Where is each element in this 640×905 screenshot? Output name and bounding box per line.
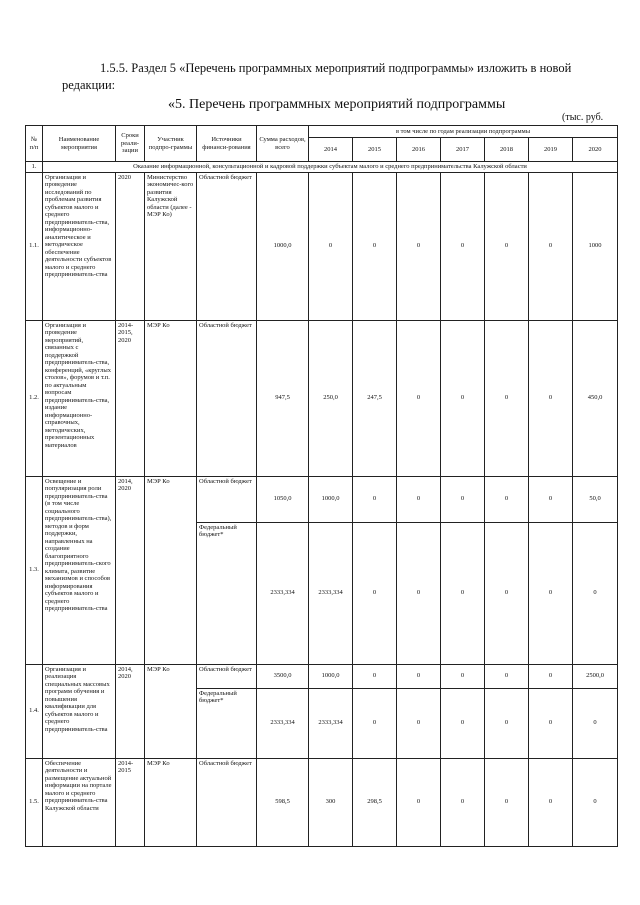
total-sum: 2333,334	[257, 522, 309, 664]
year-value: 0	[397, 522, 441, 664]
units-note: (тыс. руб.	[562, 112, 604, 123]
row-number: 1.4.	[26, 664, 43, 758]
year-value: 0	[485, 172, 529, 320]
measure-name: Освещение и популяризация роли предприниматель-ства (в том числе социального предприниматель-ства), методов и форм поддержки, направленных на создание благоприятного предприниматель-ского климата, развитие механизмов и способов информирования субъектов малого и среднего предприниматель-ства	[43, 476, 116, 664]
year-value: 0	[397, 476, 441, 522]
intro-paragraph: 1.5.5. Раздел 5 «Перечень программных мероприятий подпрограммы» изложить в новой редакции:	[62, 61, 572, 92]
year-value: 0	[485, 320, 529, 476]
year-value: 0	[485, 476, 529, 522]
year-value: 300	[309, 758, 353, 846]
year-value: 1000,0	[309, 664, 353, 688]
measure-term: 2014, 2020	[116, 476, 145, 664]
table-row	[26, 664, 618, 688]
year-value: 0	[529, 522, 573, 664]
year-value: 0	[441, 172, 485, 320]
header-year: 2020	[573, 138, 618, 162]
measure-name: Обеспечение деятельности и размещение актуальной информации на портале малого и среднего предприниматель-ства Калужской области	[43, 758, 116, 846]
year-value: 0	[529, 758, 573, 846]
year-value: 0	[529, 688, 573, 758]
measure-term: 2020	[116, 172, 145, 320]
year-value: 0	[397, 172, 441, 320]
year-value: 2333,334	[309, 522, 353, 664]
year-value: 0	[441, 688, 485, 758]
measure-participant: МЭР Ко	[145, 758, 197, 846]
year-value: 0	[397, 758, 441, 846]
year-value: 250,0	[309, 320, 353, 476]
funding-source: Областной бюджет	[197, 758, 257, 846]
year-value: 0	[485, 758, 529, 846]
measure-name: Организация и реализация специальных массовых программ обучения и повышения квалификации для субъектов малого и среднего предприниматель-ства	[43, 664, 116, 758]
funding-source: Федеральный бюджет*	[197, 522, 257, 664]
year-value: 247,5	[353, 320, 397, 476]
header-year: 2016	[397, 138, 441, 162]
year-value: 0	[441, 522, 485, 664]
measure-participant: МЭР Ко	[145, 664, 197, 758]
total-sum: 2333,334	[257, 688, 309, 758]
year-value: 0	[529, 172, 573, 320]
funding-source: Областной бюджет	[197, 172, 257, 320]
year-value: 298,5	[353, 758, 397, 846]
section-title: Оказание информационной, консультационной и кадровой поддержки субъектам малого и среднего предпринимательства Калужской области	[43, 162, 618, 173]
year-value: 0	[353, 476, 397, 522]
year-value: 0	[529, 664, 573, 688]
total-sum: 947,5	[257, 320, 309, 476]
year-value: 1000	[573, 172, 618, 320]
year-value: 0	[573, 758, 618, 846]
header-by-year: в том числе по годам реализации подпрограммы	[309, 126, 618, 138]
measure-name: Организация и проведение мероприятий, связанных с поддержкой предприниматель-ства, конференций, «круглых столов», форумов и т.п. по актуальным вопросам предприниматель-ства, издание информационно-справочных, методических, презентационных материалов	[43, 320, 116, 476]
measure-participant: МЭР Ко	[145, 476, 197, 664]
year-value: 0	[529, 320, 573, 476]
year-value: 2500,0	[573, 664, 618, 688]
year-value: 0	[573, 522, 618, 664]
year-value: 450,0	[573, 320, 618, 476]
measure-term: 2014-2015	[116, 758, 145, 846]
total-sum: 1000,0	[257, 172, 309, 320]
table-row	[26, 172, 618, 320]
total-sum: 3500,0	[257, 664, 309, 688]
funding-source: Федеральный бюджет*	[197, 688, 257, 758]
year-value: 0	[441, 476, 485, 522]
table-row	[26, 320, 618, 476]
header-year: 2017	[441, 138, 485, 162]
header-participant: Участник подпро-граммы	[145, 126, 197, 162]
measure-term: 2014-2015, 2020	[116, 320, 145, 476]
header-year: 2019	[529, 138, 573, 162]
header-year: 2018	[485, 138, 529, 162]
section-heading: «5. Перечень программных мероприятий подпрограммы	[168, 97, 506, 112]
measure-participant: Министерство экономичес-кого развития Калужской области (далее - МЭР Ко)	[145, 172, 197, 320]
header-year: 2014	[309, 138, 353, 162]
year-value: 0	[485, 664, 529, 688]
program-measures-table	[25, 125, 618, 847]
header-source: Источники финанси-рования	[197, 126, 257, 162]
table-row	[26, 758, 618, 846]
funding-source: Областной бюджет	[197, 320, 257, 476]
measure-term: 2014, 2020	[116, 664, 145, 758]
header-no: № п/п	[26, 126, 43, 162]
row-number: 1.1.	[26, 172, 43, 320]
year-value: 0	[441, 320, 485, 476]
total-sum: 1050,0	[257, 476, 309, 522]
header-sum: Сумма расходов, всего	[257, 126, 309, 162]
year-value: 1000,0	[309, 476, 353, 522]
measure-name: Организация и проведение исследований по проблемам развития субъектов малого и среднего предприниматель-ства, информационно-аналитическое и методическое обеспечение деятельности субъектов малого и среднего предприниматель-ства	[43, 172, 116, 320]
year-value: 50,0	[573, 476, 618, 522]
year-value: 0	[485, 522, 529, 664]
funding-source: Областной бюджет	[197, 476, 257, 522]
year-value: 0	[353, 688, 397, 758]
year-value: 0	[353, 522, 397, 664]
row-number: 1.5.	[26, 758, 43, 846]
header-year: 2015	[353, 138, 397, 162]
header-name: Наименование мероприятия	[43, 126, 116, 162]
year-value: 0	[353, 172, 397, 320]
section-row	[26, 162, 618, 173]
year-value: 2333,334	[309, 688, 353, 758]
year-value: 0	[441, 664, 485, 688]
year-value: 0	[441, 758, 485, 846]
row-number: 1.3.	[26, 476, 43, 664]
year-value: 0	[309, 172, 353, 320]
year-value: 0	[529, 476, 573, 522]
year-value: 0	[485, 688, 529, 758]
year-value: 0	[573, 688, 618, 758]
section-number: 1.	[26, 162, 43, 173]
year-value: 0	[397, 664, 441, 688]
year-value: 0	[397, 320, 441, 476]
year-value: 0	[397, 688, 441, 758]
year-value: 0	[353, 664, 397, 688]
table-row	[26, 476, 618, 522]
header-term: Сроки реали-зации	[116, 126, 145, 162]
measure-participant: МЭР Ко	[145, 320, 197, 476]
funding-source: Областной бюджет	[197, 664, 257, 688]
total-sum: 598,5	[257, 758, 309, 846]
row-number: 1.2.	[26, 320, 43, 476]
